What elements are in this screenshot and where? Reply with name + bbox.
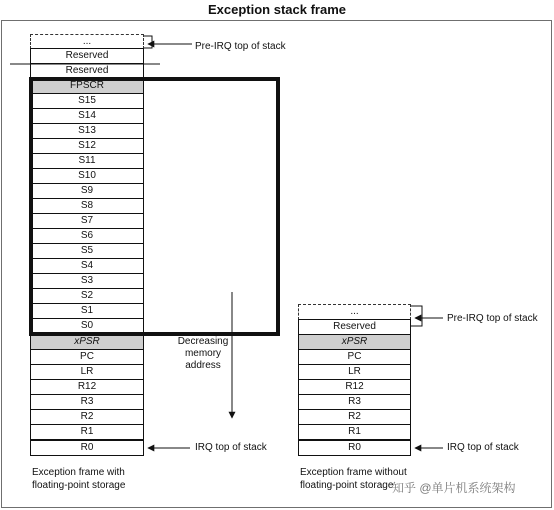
stack-cell: LR bbox=[30, 364, 144, 380]
stack-cell: S3 bbox=[30, 273, 144, 289]
decreasing-line2: memory bbox=[184, 348, 222, 359]
pre-irq-label: Pre-IRQ top of stack bbox=[195, 41, 286, 52]
stack-cell: S9 bbox=[30, 183, 144, 199]
stack-cell: Reserved bbox=[298, 319, 411, 335]
stack-cell: R3 bbox=[30, 394, 144, 410]
stack-cell: R2 bbox=[30, 409, 144, 425]
stack-cell: PC bbox=[298, 349, 411, 365]
stack-cell: S0 bbox=[30, 318, 144, 334]
decreasing-line1: Decreasing bbox=[177, 336, 229, 347]
stack-cell: FPSCR bbox=[30, 78, 144, 94]
stack-cell: R2 bbox=[298, 409, 411, 425]
irq-label: IRQ top of stack bbox=[447, 442, 519, 453]
stack-cell: S11 bbox=[30, 153, 144, 169]
stack-cell: Reserved bbox=[30, 48, 144, 64]
caption-line1: Exception frame without bbox=[300, 467, 407, 478]
stack-cell: R0 bbox=[30, 440, 144, 456]
stack-cell: S1 bbox=[30, 303, 144, 319]
irq-label: IRQ top of stack bbox=[195, 442, 267, 453]
stack-cell: R12 bbox=[30, 379, 144, 395]
watermark: 知乎 @单片机系统架构 bbox=[392, 481, 516, 495]
stack-cell: xPSR bbox=[30, 334, 144, 350]
stack-cell: R0 bbox=[298, 440, 411, 456]
stack-cell: S12 bbox=[30, 138, 144, 154]
caption-line2: floating-point storage bbox=[32, 480, 126, 491]
right-caption bbox=[300, 466, 407, 492]
stack-cell: ... bbox=[30, 34, 144, 49]
floating-point-highlight-box bbox=[31, 79, 278, 334]
diagram-title: Exception stack frame bbox=[207, 2, 346, 17]
left-caption bbox=[32, 466, 125, 492]
stack-cell: R1 bbox=[30, 424, 144, 440]
caption-line2: floating-point storage bbox=[300, 480, 394, 491]
stack-cell: R1 bbox=[298, 424, 411, 440]
stack-cell: S6 bbox=[30, 228, 144, 244]
stack-cell: S5 bbox=[30, 243, 144, 259]
decreasing-line3: address bbox=[185, 360, 221, 371]
stack-cell: R12 bbox=[298, 379, 411, 395]
stack-cell: S8 bbox=[30, 198, 144, 214]
stack-cell: xPSR bbox=[298, 334, 411, 350]
stack-cell: S14 bbox=[30, 108, 144, 124]
stack-cell: PC bbox=[30, 349, 144, 365]
stack-cell: S2 bbox=[30, 288, 144, 304]
stack-cell: ... bbox=[298, 304, 411, 320]
decreasing-memory-label bbox=[170, 336, 236, 372]
stack-cell: S7 bbox=[30, 213, 144, 229]
caption-line1: Exception frame with bbox=[32, 467, 125, 478]
stack-cell: S15 bbox=[30, 93, 144, 109]
stack-cell: Reserved bbox=[30, 63, 144, 79]
pre-irq-bracket bbox=[144, 36, 152, 48]
stack-cell: LR bbox=[298, 364, 411, 380]
stack-cell: S13 bbox=[30, 123, 144, 139]
stack-cell: R3 bbox=[298, 394, 411, 410]
pre-irq-bracket bbox=[411, 306, 422, 326]
stack-cell: S10 bbox=[30, 168, 144, 184]
stack-cell: S4 bbox=[30, 258, 144, 274]
pre-irq-label: Pre-IRQ top of stack bbox=[447, 313, 538, 324]
